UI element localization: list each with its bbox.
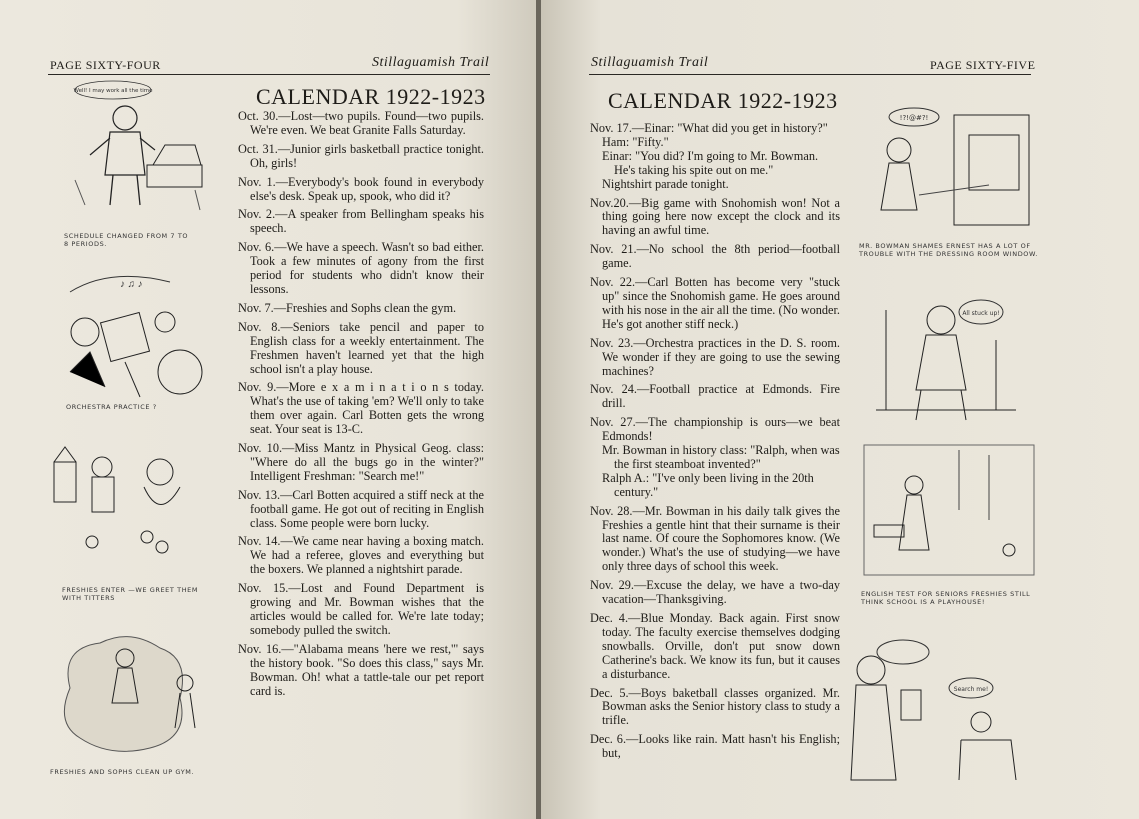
calendar-entry: Nov. 1.—Everybody's book found in everybody else's desk. Speak up, spook, who did it? — [238, 174, 484, 203]
calendar-entries-left — [238, 110, 484, 703]
cartoon-freshies-playhouse — [859, 440, 1039, 585]
cartoon-freshies-enter — [52, 442, 212, 572]
cartoon-stuck-up — [856, 280, 1036, 430]
calendar-entry — [590, 337, 840, 379]
cartoon-caption-2: ORCHESTRA PRACTICE ? — [66, 403, 157, 411]
calendar-entry-text: Nov. 24.—Football practice at Edmonds. Fire drill. — [590, 382, 840, 411]
calendar-entry — [590, 612, 840, 682]
cartoon-caption-1: SCHEDULE CHANGED FROM 7 TO 8 PERIODS. — [64, 232, 189, 248]
cartoon-caption-3: FRESHIES ENTER —WE GREET THEM WITH TITTERS — [62, 586, 199, 602]
calendar-entry-text: Nov. 22.—Carl Botten has become very "stuck up" since the Snohomish game. He goes around with his nose in the air all the time. (No wonder. He's got another stiff neck.) — [590, 275, 840, 331]
header-rule-left — [48, 74, 490, 75]
calendar-entry-text: Nov. 17.—Einar: "What did you get in history?" — [590, 121, 828, 135]
calendar-entry-text: Nov. 29.—Excuse the delay, we have a two-day vacation—Thanksgiving. — [590, 578, 840, 607]
calendar-entry-line: Ham: "Fifty." — [602, 134, 669, 149]
calendar-entry — [590, 416, 840, 499]
page-number-right: PAGE SIXTY-FIVE — [930, 58, 1036, 72]
calendar-entries-right — [590, 122, 840, 766]
cartoon-clean-up-gym — [50, 628, 210, 763]
calendar-entry: Nov. 16.—"Alabama means 'here we rest,'" says the history book. "So does this class," says Mr. Bowman. Oh! what a tattle-tale our pet report card is. — [238, 641, 484, 698]
speech-bubble-text: Search me! — [953, 686, 989, 693]
calendar-entry — [590, 579, 840, 607]
calendar-entry — [590, 276, 840, 332]
calendar-entry: Nov. 15.—Lost and Found Department is growing and Mr. Bowman wishes that the articles would be called for. We're late today; somebody pulled the switch. — [238, 581, 484, 637]
calendar-entry: Nov. 14.—We came near having a boxing match. We had a referee, gloves and everything but the boxers. We planned a nightshirt parade. — [238, 534, 484, 577]
cartoon-dressing-room-window — [859, 95, 1039, 240]
cartoon-search-me — [841, 630, 1041, 790]
running-title-left: Stillaguamish Trail — [372, 55, 490, 70]
calendar-entry-line: Ralph A.: "I've only been living in the 20th century." — [602, 470, 814, 499]
calendar-title-left: CALENDAR 1922-1923 — [256, 84, 486, 109]
cartoon-schedule-changed — [55, 80, 215, 230]
cartoon-caption-4: FRESHIES AND SOPHS CLEAN UP GYM. — [50, 768, 195, 776]
calendar-entry: Oct. 30.—Lost—two pupils. Found—two pupils. We're even. We beat Granite Falls Saturday. — [238, 109, 484, 137]
calendar-entry: Nov. 8.—Seniors take pencil and paper to English class for a weekly entertainment. The Freshmen haven't learned yet that the high school isn't a play house. — [238, 319, 484, 376]
calendar-entry: Nov. 7.—Freshies and Sophs clean the gym. — [238, 300, 457, 315]
speech-bubble-text: !?!@#?! — [899, 114, 929, 122]
cartoon-caption-r1: MR. BOWMAN SHAMES ERNEST HAS A LOT OF TROUBLE WITH THE DRESSING ROOM WINDOW. — [859, 242, 1038, 258]
calendar-entry — [590, 243, 840, 271]
calendar-entry: Nov. 9.—More e x a m i n a t i o n s today. What's the use of taking 'em? We'll only to take them over again. Carl Botten gets the wrong seat. Your seat is 13-C. — [238, 380, 484, 437]
header-rule-right — [589, 74, 1031, 75]
calendar-entry: Nov. 10.—Miss Mantz in Physical Geog. class: "Where do all the bugs go in the winter?" Intelligent Freshman: "Search me!" — [238, 441, 484, 483]
page-number-left: PAGE SIXTY-FOUR — [50, 58, 161, 72]
calendar-entry-text: Nov.20.—Big game with Snohomish won! Not a thing going here now except the clock and its having an awful time. — [590, 195, 840, 238]
running-title-right: Stillaguamish Trail — [591, 55, 709, 70]
speech-bubble-text: All stuck up! — [962, 310, 1000, 317]
calendar-entry: Nov. 6.—We have a speech. Wasn't so bad either. Took a few minutes of agony from the first period for students who didn't know their lessons. — [238, 240, 484, 296]
calendar-entry — [590, 505, 840, 575]
calendar-title-right: CALENDAR 1922-1923 — [608, 88, 838, 113]
speech-bubble-text: Well! I may work all the time — [73, 88, 153, 94]
calendar-entry-text: Dec. 5.—Boys baketball classes organized. Mr. Bowman asks the Senior history class to study a trifle. — [590, 685, 840, 728]
calendar-entry — [590, 122, 840, 192]
calendar-entry: Oct. 31.—Junior girls basketball practice tonight. Oh, girls! — [238, 141, 484, 170]
calendar-entry-text: Nov. 27.—The championship is ours—we beat Edmonds! — [590, 415, 840, 444]
calendar-entry — [590, 197, 840, 239]
calendar-entry-text: Nov. 23.—Orchestra practices in the D. S. room. We wonder if they are going to use the sewing machines? — [590, 335, 840, 378]
calendar-entry-text: Dec. 6.—Looks like rain. Matt hasn't his English; but, — [590, 732, 840, 761]
cartoon-orchestra-practice — [50, 262, 215, 402]
calendar-entry — [590, 733, 840, 761]
calendar-entry — [590, 383, 840, 411]
calendar-entry — [590, 687, 840, 729]
calendar-entry-line: Mr. Bowman in history class: "Ralph, when was the first steamboat invented?" — [602, 443, 840, 471]
left-page — [0, 0, 538, 819]
calendar-entry-text: Nov. 21.—No school the 8th period—football game. — [590, 242, 840, 271]
calendar-entry-text: Nov. 28.—Mr. Bowman in his daily talk gives the Freshies a gentle hint that their surname is their last name. Of coure the Sophomores know. (We wonder.) What's the use of studying—we have only three days of school this week. — [590, 503, 840, 574]
cartoon-caption-r3: ENGLISH TEST FOR SENIORS FRESHIES STILL THINK SCHOOL IS A PLAYHOUSE! — [861, 590, 1031, 606]
right-page — [541, 0, 1139, 819]
svg-text:♪ ♫ ♪: ♪ ♫ ♪ — [120, 279, 143, 290]
calendar-entry: Nov. 2.—A speaker from Bellingham speaks his speech. — [238, 207, 484, 236]
calendar-entry-text: Dec. 4.—Blue Monday. Back again. First snow today. The faculty exercise themselves dodging snowballs. Orville, don't put snow down Catherine's back. We know its fun, but it causes a disturbance. — [590, 611, 840, 681]
calendar-entry: Nov. 13.—Carl Botten acquired a stiff neck at the football game. He got out of reciting in English class. Some people were born lucky. — [238, 487, 484, 530]
calendar-entry-line: Nightshirt parade tonight. — [602, 176, 729, 191]
calendar-entry-line: Einar: "You did? I'm going to Mr. Bowman. He's taking his spite out on me." — [602, 148, 819, 177]
